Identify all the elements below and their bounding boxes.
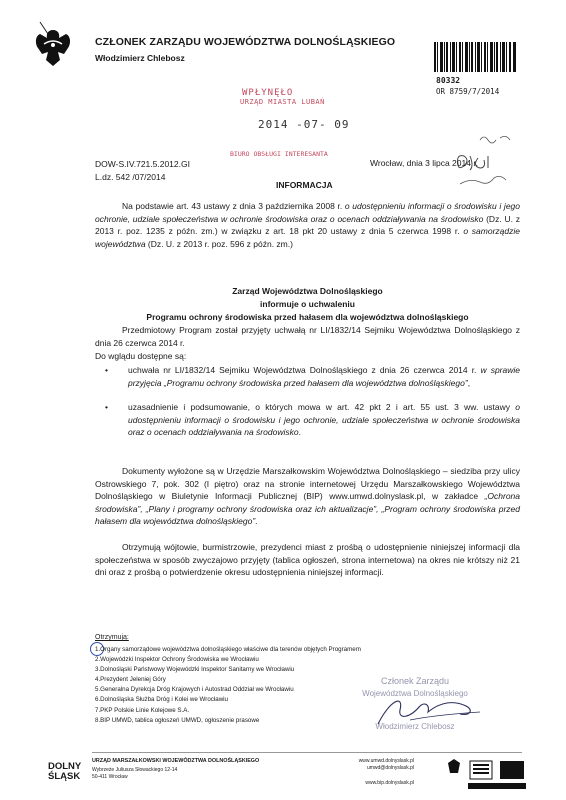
logo-text: ŚLĄSK [48,771,81,782]
barcode-icon [434,42,516,72]
text-run-italic: o udostępnieniu informacji o środowisku i jego ochronie, udziale społeczeństwa w ochronie środowiska oraz o ocenach oddziaływania na środowisko [128,402,520,438]
text-run: Na podstawie art. 43 ustawy z dnia 3 października 2008 r. [122,201,345,211]
stamp-date: 2014 -07- 09 [258,118,350,131]
received-stamp [226,88,354,164]
signature-icon [370,690,490,730]
recipients-list [95,645,361,726]
footer-divider [92,752,522,753]
address-line: Wybrzeże Juliusza Słowackiego 12-14 [92,767,178,773]
text-run: . [255,516,258,527]
text-run: uchwała nr LI/1832/14 Sejmiku Województwa Dolnośląskiego z dnia 26 czerwca 2014 r. [128,365,481,375]
text-run-italic: w sprawie przyjęcia „Programu ochrony środowiska przed hałasem dla województwa dolnośląskiego” [128,365,520,388]
list-item: 3.Dolnośląski Państwowy Wojewódzki Inspektor Sanitarny we Wrocławiu [95,666,295,674]
stamp-received-label: WPŁYNĘŁO [242,88,294,98]
text-run: , [467,377,471,388]
text-run-italic: „Ochrona środowiska”, „Plany i programy ochrony środowiska oraz ich aktualizacje”, „Program ochrony środowiska przed hałasem dla województwa dolnośląskiego” [95,491,520,527]
text-run: (Dz. U. z 2013 r. poz. 1235 z późn. zm.) w związku z art. 18 pkt 20 ustawy z dnia 5 czerwca 1998 r. [95,213,520,237]
header-title: CZŁONEK ZARZĄDU WOJEWÓDZTWA DOLNOŚLĄSKIEGO [95,36,396,48]
reference-number: DOW-S.IV.721.5.2012.GI [95,159,190,169]
list-item: 8.BIP UMWD, tablica ogłoszeń UMWD, ogłoszenie prasowe [95,716,260,724]
footer-organization: URZĄD MARSZAŁKOWSKI WOJEWÓDZTWA DOLNOŚLĄSKIEGO [92,758,260,764]
paragraph-legal-basis [95,200,520,250]
list-item: 5.Generalna Dyrekcja Dróg Krajowych i Autostrad Oddział we Wrocławiu [95,686,294,694]
footer-address [92,767,177,780]
announcement-line: informuje o uchwaleniu [260,299,355,309]
footer-website-link[interactable]: www.umwd.dolnyslask.pl [358,758,414,764]
text-run: uzasadnienie i podsumowanie, o których mowa w art. 42 pkt 2 i art. 55 ust. 3 ww. ustawy [128,402,516,412]
signature-stamp-line: Województwa Dolnośląskiego [362,689,468,698]
text-run-italic: o samorządzie województwa [95,226,520,249]
document-title: INFORMACJA [276,180,333,190]
bullet: • [105,365,108,375]
text-run: Dokumenty wyłożone są w Urzędzie Marszałkowskim Województwa Dolnośląskiego – siedziba przy ulicy Ostrowskiego 7, pok. 302 (I piętro) oraz na stronie internetowej Urzędu Marszałkowskiego Województwa Dolnośląskiego w Biuletynie Informacji Publicznej (BIP) www.umwd.dolnyslask.pl, w zakładce [95,466,520,502]
signature-stamp-line: Włodzimierz Chlebosz [375,722,455,731]
recipients-header: Otrzymują: [95,634,129,641]
list-item: 7.PKP Polskie Linie Kolejowe S.A. [95,706,190,714]
announcement-line: Zarząd Województwa Dolnośląskiego [232,286,383,296]
text-run: . [298,427,301,438]
certification-logo-icon [440,757,528,791]
stamp-office: URZĄD MIASTA LUBAŃ [240,98,325,106]
list-item: 6.Dolnośląska Służba Dróg i Kolei we Wrocławiu [95,696,228,704]
footer-email-link[interactable]: umwd@dolnyslask.pl [366,764,414,771]
footer-contact [356,758,414,771]
signature-stamp-line: Członek Zarządu [380,676,450,686]
list-item [95,364,520,389]
place-and-date: Wrocław, dnia 3 lipca 2014 r. [370,158,479,168]
text-run-italic: o udostępnieniu informacji o środowisku i jego ochronie, udziale społeczeństwa w ochronie środowiska oraz o ocenach oddziaływania na środowisko [95,201,520,224]
list-item [95,401,520,439]
address-line: 50-411 Wrocław [92,773,128,780]
reference-block [95,158,190,184]
bullet: • [105,402,108,412]
logo-text: DOLNY [48,761,82,772]
eagle-coat-of-arms-icon [32,20,74,68]
stamp-department: BIURO OBSŁUGI INTERESANTA [230,150,328,158]
text-run: (Dz. U. z 2013 r. poz. 596 z późn. zm.) [145,238,293,249]
list-item: 2.Wojewódzki Inspektor Ochrony Środowiska we Wrocławiu [95,656,259,664]
footer-bip-link[interactable]: www.bip.dolnyslask.pl [365,780,414,786]
paragraph-available: Do wglądu dostępne są: [95,351,187,361]
announcement-line: Programu ochrony środowiska przed hałasem dla województwa dolnośląskiego [146,312,469,322]
paragraph-program-adopted: Przedmiotowy Program został przyjęty uchwałą nr LI/1832/14 Sejmiku Województwa Dolnośląskiego z dnia 26 czerwca 2014 r. [95,325,520,348]
barcode-number: 80332 [436,76,461,85]
header-name: Włodzimierz Chlebosz [95,53,185,63]
dolny-slask-logo [48,762,81,782]
barcode-registration: OR 8759/7/2014 [436,87,500,96]
list-item: 1.Organy samorządowe województwa dolnośląskiego właściwe dla terenów objętych Programem [95,646,361,653]
list-item: 4.Prezydent Jeleniej Góry [95,676,166,684]
announcement-heading [95,285,520,324]
paragraph-documents [95,465,520,528]
paragraph-request: Otrzymują wójtowie, burmistrzowie, prezydenci miast z prośbą o udostępnienie niniejszej informacji dla społeczeństwa w sposób zwyczajowo przyjęty (tablica ogłoszeń, strona internetowa) na okres nie krótszy niż 21 dni oraz z prośbą o potwierdzenie okresu udostępnienia niniejszej informacji. [95,542,520,578]
reference-ldz: L.dz. 542 /07/2014 [95,172,166,182]
